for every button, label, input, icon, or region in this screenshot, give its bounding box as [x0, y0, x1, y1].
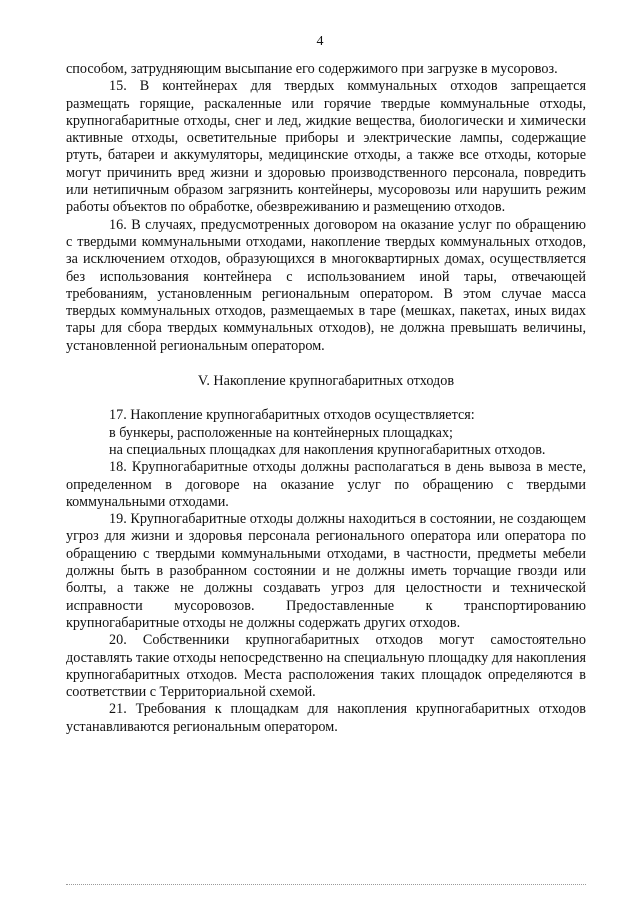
document-body	[66, 61, 586, 736]
paragraph-17-item-special-sites: на специальных площадках для накопления крупногабаритных отходов.	[109, 441, 546, 458]
paragraph-continuation: способом, затрудняющим высыпание его содержимого при загрузке в мусоровоз.	[66, 61, 558, 77]
paragraph-19: 19. Крупногабаритные отходы должны находиться в состоянии, не создающем угроз для жизни и здоровья персонала регионального оператора или оператора по обращению с твердыми коммунальными отходами, в частности, предметы мебели должны быть в разобранном состоянии и не должны иметь торчащие гвозди или болты, а также не должны создавать угроз для целостности и технической исправности мусоровозов. Предоставленные к транспортированию крупногабаритные отходы не должны содержать других отходов.	[66, 511, 586, 631]
paragraph-18: 18. Крупногабаритные отходы должны располагаться в день вывоза в месте, определенном в договоре на оказание услуг по обращению с твердыми коммунальными отходами.	[66, 459, 586, 510]
section-title: V. Накопление крупногабаритных отходов	[197, 373, 455, 390]
page-number: 4	[316, 34, 324, 49]
paragraph-21: 21. Требования к площадкам для накопления крупногабаритных отходов устанавливаются региональным оператором.	[66, 701, 586, 735]
paragraph-17: 17. Накопление крупногабаритных отходов осуществляется:	[109, 407, 475, 424]
paragraph-17-item-bunkers: в бункеры, расположенные на контейнерных площадках;	[109, 424, 453, 441]
paragraph-16: 16. В случаях, предусмотренных договором на оказание услуг по обращению с твердыми коммунальными отходами, накопление твердых коммунальных отходов, за исключением отходов, образующихся в многоквартирных домах, осуществляется без использования контейнера с использованием иной тары, отвечающей требованиям, установленным региональным оператором. В этом случае масса твердых коммунальных отходов, размещаемых в таре (мешках, пакетах, иных видах тары для сбора твердых коммунальных отходов), не должна превышать величины, установленной региональным оператором.	[66, 216, 586, 354]
footer-divider	[66, 884, 586, 885]
paragraph-15: 15. В контейнерах для твердых коммунальных отходов запрещается размещать горящие, раскаленные или горячие твердые коммунальные отходы, крупногабаритные отходы, снег и лед, жидкие вещества, биологически и химически активные отходы, осветительные приборы и электрические лампы, содержащие ртуть, батареи и аккумуляторы, медицинские отходы, а также все отходы, которые могут причинить вред жизни и здоровью производственного персонала, повредить или нетипичным образом загрязнить контейнеры, мусоровозы или нарушить режим работы объектов по обработке, обезвреживанию и размещению отходов.	[66, 78, 586, 216]
paragraph-20: 20. Собственники крупногабаритных отходов могут самостоятельно доставлять такие отходы непосредственно на специальную площадку для накопления крупногабаритных отходов. Места расположения таких площадок определяются в соответствии с Территориальной схемой.	[66, 632, 586, 701]
